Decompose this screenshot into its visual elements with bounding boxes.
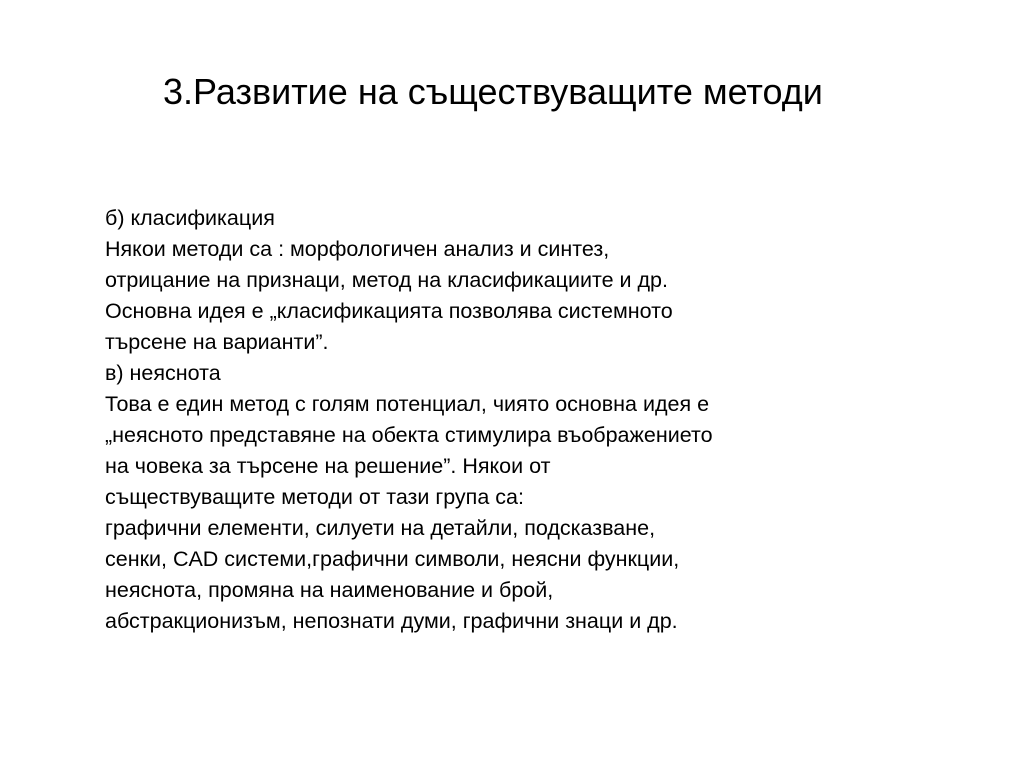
body-line: търсене на варианти”. — [105, 330, 329, 354]
body-line: Това е един метод с голям потенциал, чиято основна идея е — [105, 392, 710, 416]
body-line: на човека за търсене на решение”. Някои от — [105, 454, 551, 478]
body-line: графични елементи, силуети на детайли, подсказване, — [105, 516, 656, 540]
body-line: отрицание на признаци, метод на класификациите и др. — [105, 268, 668, 292]
slide-body — [105, 203, 985, 637]
body-line: сенки, CAD системи,графични символи, неясни функции, — [105, 547, 680, 571]
slide-title: 3.Развитие на съществуващите методи — [163, 71, 823, 112]
body-line: неяснота, промяна на наименование и брой, — [105, 578, 554, 602]
body-line: в) неяснота — [105, 361, 221, 385]
body-line: съществуващите методи от тази група са: — [105, 485, 524, 509]
body-line: Някои методи са : морфологичен анализ и синтез, — [105, 237, 610, 261]
body-line: Основна идея е „класификацията позволява системното — [105, 299, 673, 323]
body-line: „неясното представяне на обекта стимулира въображението — [105, 423, 713, 447]
body-line: б) класификация — [105, 206, 275, 230]
body-line: абстракционизъм, непознати думи, графични знаци и др. — [105, 609, 678, 633]
